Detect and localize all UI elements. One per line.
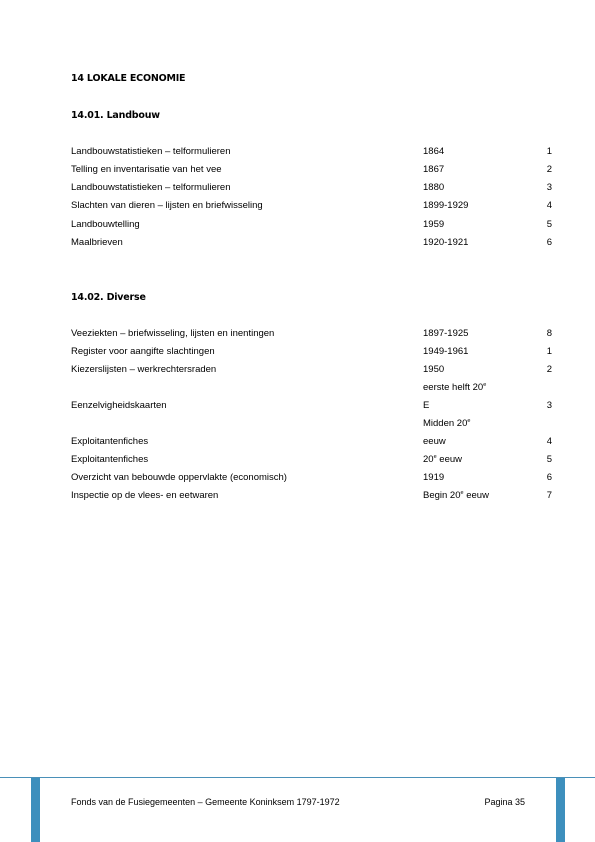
table-row: [0, 364, 595, 378]
row-number: 8: [546, 328, 552, 339]
row-number: 3: [546, 400, 552, 411]
row-date: 1880: [423, 182, 445, 193]
table-row: [0, 146, 595, 160]
row-date: Begin 20e eeuw: [423, 490, 489, 501]
table-row: [0, 237, 595, 251]
row-description: Exploitantenfiches: [71, 436, 149, 447]
footer-right-bar: [556, 778, 565, 842]
page-number: Pagina 35: [484, 797, 525, 807]
table-row: [0, 182, 595, 196]
row-description: Maalbrieven: [71, 237, 123, 248]
row-description: Exploitantenfiches: [71, 454, 149, 465]
row-date: 1864: [423, 146, 445, 157]
row-number: 4: [546, 200, 552, 211]
row-number: 2: [546, 364, 552, 375]
row-date: 1959: [423, 219, 445, 230]
row-date: 1867: [423, 164, 445, 175]
table-row: [0, 346, 595, 360]
row-date: 1919: [423, 472, 445, 483]
row-description: Eenzelvigheidskaarten: [71, 400, 167, 411]
row-date: 1950: [423, 364, 445, 375]
table-row: [0, 400, 595, 414]
row-number: 3: [546, 182, 552, 193]
footer-left-bar: [31, 778, 40, 842]
table-row: [0, 164, 595, 178]
row-description: Landbouwstatistieken – telformulieren: [71, 182, 231, 193]
footer-divider: [0, 777, 595, 778]
row-date: eerste helft 20e: [423, 382, 487, 393]
table-row: [0, 382, 595, 396]
footer-title: Fonds van de Fusiegemeenten – Gemeente Koninksem 1797-1972: [71, 797, 340, 807]
row-description: Inspectie op de vlees- en eetwaren: [71, 490, 219, 501]
row-description: Telling en inventarisatie van het vee: [71, 164, 222, 175]
row-date: E: [423, 400, 430, 411]
row-description: Kiezerslijsten – werkrechtersraden: [71, 364, 217, 375]
row-number: 6: [546, 237, 552, 248]
row-description: Landbouwtelling: [71, 219, 140, 230]
table-row: [0, 454, 595, 468]
row-description: Landbouwstatistieken – telformulieren: [71, 146, 231, 157]
table-row: [0, 328, 595, 342]
row-date: 1949-1961: [423, 346, 469, 357]
table-row: [0, 418, 595, 432]
row-date: 1897-1925: [423, 328, 469, 339]
row-description: Overzicht van bebouwde oppervlakte (economisch): [71, 472, 287, 483]
row-number: 5: [546, 454, 552, 465]
table-row: [0, 219, 595, 233]
row-date: eeuw: [423, 436, 446, 447]
table-row: [0, 490, 595, 504]
section-title-diverse: 14.02. Diverse: [71, 292, 146, 303]
row-date: 20e eeuw: [423, 454, 462, 465]
section-title-landbouw: 14.01. Landbouw: [71, 110, 160, 121]
table-row: [0, 436, 595, 450]
page-heading: 14 LOKALE ECONOMIE: [71, 73, 186, 84]
row-number: 5: [546, 219, 552, 230]
row-description: Slachten van dieren – lijsten en briefwisseling: [71, 200, 263, 211]
row-number: 6: [546, 472, 552, 483]
table-row: [0, 472, 595, 486]
row-number: 1: [546, 146, 552, 157]
row-date: 1920-1921: [423, 237, 469, 248]
row-date: 1899-1929: [423, 200, 469, 211]
row-date: Midden 20e: [423, 418, 471, 429]
table-row: [0, 200, 595, 214]
row-number: 7: [546, 490, 552, 501]
row-number: 2: [546, 164, 552, 175]
row-number: 4: [546, 436, 552, 447]
row-description: Register voor aangifte slachtingen: [71, 346, 215, 357]
row-description: Veeziekten – briefwisseling, lijsten en inentingen: [71, 328, 275, 339]
row-number: 1: [546, 346, 552, 357]
